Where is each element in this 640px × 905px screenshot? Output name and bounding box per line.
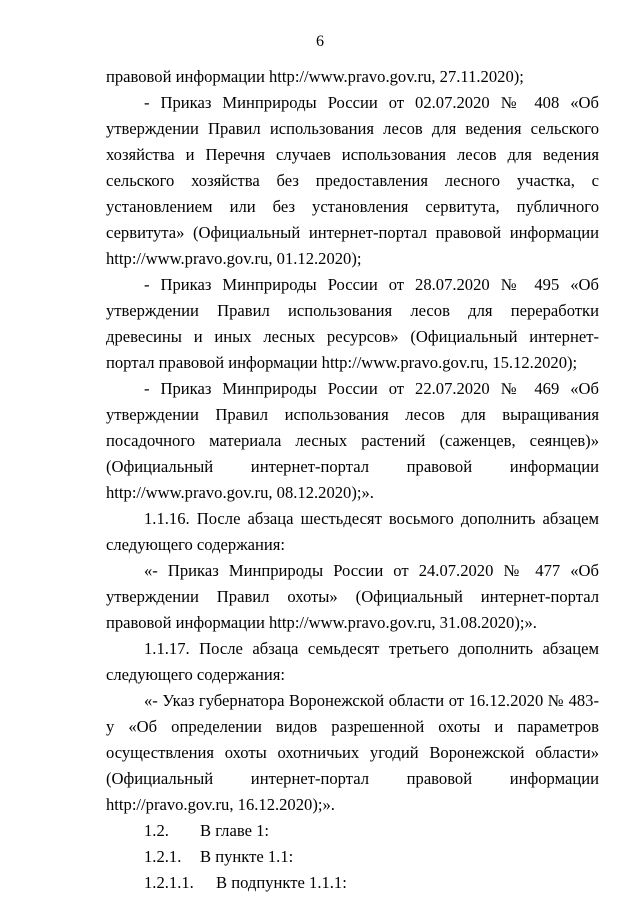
paragraph-order-469: - Приказ Минприроды России от 22.07.2020 № 469 «Об утверждении Правил использования лесов для выращивания посадочного материала лесных растений (саженцев, сеянцев)» (Официальный интернет-портал правовой информации http://www.pravo.gov.ru, 08.12.2020);». [106, 379, 599, 502]
page-number: 6 [316, 33, 324, 50]
list-item-1-2-1 [106, 844, 599, 870]
paragraph-1-1-16: 1.1.16. После абзаца шестьдесят восьмого дополнить абзацем следующего содержания: [106, 509, 599, 554]
paragraph-order-408: - Приказ Минприроды России от 02.07.2020 № 408 «Об утверждении Правил использования лесов для ведения сельского хозяйства и Перечня случаев использования лесов для ведения сельского хозяйства без предоставления лесного участка, с установлением или без установления сервитута, публичного сервитута» (Официальный интернет-портал правовой информации http://www.pravo.gov.ru, 01.12.2020); [106, 93, 599, 268]
item-text: В главе 1: [200, 821, 269, 840]
document-body [106, 64, 599, 896]
item-text: В пункте 1.1: [200, 847, 294, 866]
item-text: В подпункте 1.1.1: [216, 873, 347, 892]
paragraph-continuation: правовой информации http://www.pravo.gov.ru, 27.11.2020); [106, 67, 524, 86]
list-item-1-2 [106, 818, 599, 844]
paragraph-1-1-17: 1.1.17. После абзаца семьдесят третьего дополнить абзацем следующего содержания: [106, 639, 599, 684]
paragraph-order-495: - Приказ Минприроды России от 28.07.2020 № 495 «Об утверждении Правил использования лесов для переработки древесины и иных лесных ресурсов» (Официальный интернет-портал правовой информации http://www.pravo.gov.ru, 15.12.2020); [106, 275, 599, 372]
list-item-1-2-1-1 [106, 870, 599, 896]
paragraph-decree-483: «- Указ губернатора Воронежской области от 16.12.2020 № 483-у «Об определении видов разрешенной охоты и параметров осуществления охоты охотничьих угодий Воронежской области» (Официальный интернет-портал правовой информации http://pravo.gov.ru, 16.12.2020);». [106, 691, 599, 814]
item-number: 1.2.1.1. [144, 873, 194, 892]
paragraph-order-477: «- Приказ Минприроды России от 24.07.2020 № 477 «Об утверждении Правил охоты» (Официальный интернет-портал правовой информации http://www.pravo.gov.ru, 31.08.2020);». [106, 561, 599, 632]
item-number: 1.2. [144, 821, 169, 840]
item-number: 1.2.1. [144, 847, 182, 866]
